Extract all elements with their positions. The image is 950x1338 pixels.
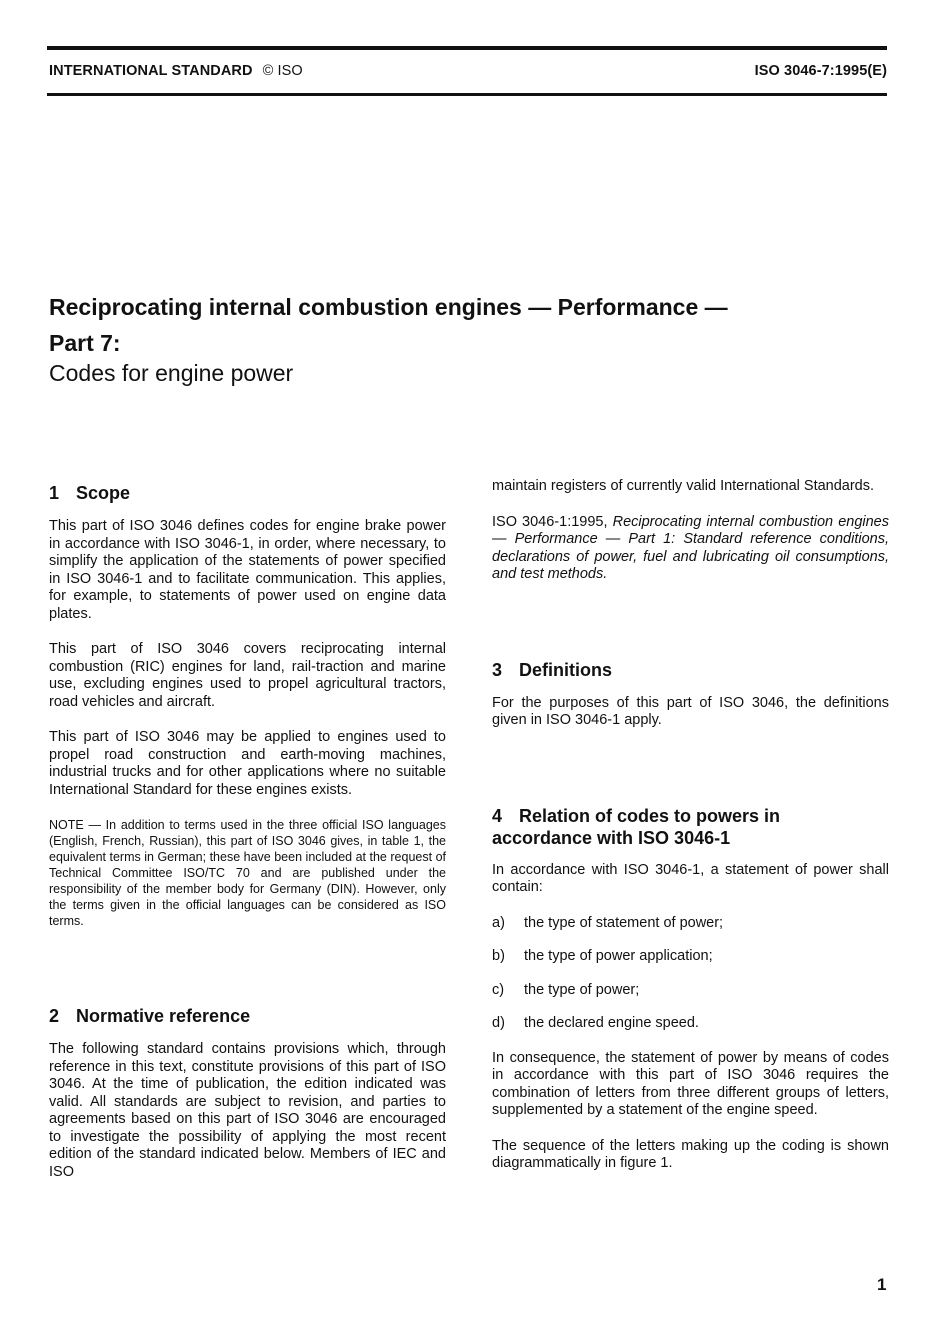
relation-paragraph-3: The sequence of the letters making up the coding is shown diagrammatically in figure 1. [492,1137,889,1171]
normative-reference-entry [492,514,889,584]
section-title: Relation of codes to powers in [519,805,781,826]
list-item-text: the type of power application; [524,948,713,964]
scope-paragraph-3: This part of ISO 3046 may be applied to engines used to propel road construction and earth-moving machines, industrial trucks and for other applications where no suitable International Standard for these engines exists. [49,729,446,798]
scope-paragraph-2: This part of ISO 3046 covers reciprocating internal combustion (RIC) engines for land, rail-traction and marine use, excluding engines used to propel agricultural tractors, road vehicles and aircraft. [49,641,446,710]
title-subtitle: Codes for engine power [49,360,294,386]
list-item-text: the type of statement of power; [524,914,724,931]
section-relation-heading [492,805,889,849]
header-copyright: © ISO [262,63,303,79]
header-bottom-rule [47,93,887,96]
section-title: Normative reference [76,1006,251,1026]
scope-note: NOTE — In addition to terms used in the three official ISO languages (English, French, Russian), this part of ISO 3046 gives, in table 1, the equivalent terms in German; these have been included at the request of Technical Committee ISO/TC 70 and are published under the responsibility of the member body for Germany (DIN). However, only the terms given in the official languages can be considered as ISO terms. [49,818,446,928]
list-item-label: b) [492,948,505,964]
reference-id: ISO 3046-1:1995, [492,513,608,530]
section-scope-heading [49,482,446,504]
normative-paragraph: The following standard contains provisions which, through reference in this text, constitute provisions of this part of ISO 3046. At the time of publication, the edition indicated was valid. All standards are subject to revision, and parties to agreements based on this part of ISO 3046 are encouraged to investigate the possibility of applying the most recent edition of the standard indicated below. Members of IEC and ISO [49,1041,446,1180]
header-label: INTERNATIONAL STANDARD [49,63,253,79]
section-definitions-heading [492,659,889,681]
document-title [49,292,889,388]
header-top-rule [47,46,887,50]
list-item-text: the type of power; [524,981,640,998]
title-part: Part 7: [49,330,121,356]
section-number: 2 [49,1006,60,1026]
list-item [492,948,889,966]
right-column [492,478,889,1173]
title-main: Reciprocating internal combustion engines — Performance — [49,294,728,320]
header-left [49,63,303,79]
list-item-text: the declared engine speed. [524,1015,699,1031]
left-column [49,478,446,1181]
relation-paragraph-2: In consequence, the statement of power by means of codes in accordance with this part of ISO 3046 requires the combination of letters from three different groups of letters, supplemented by a statement of the engine speed. [492,1049,889,1118]
list-item-label: d) [492,1015,505,1031]
section-title: Definitions [519,659,612,680]
normative-continuation: maintain registers of currently valid International Standards. [492,478,875,494]
list-item-label: c) [492,981,505,998]
list-item [492,982,889,1000]
list-item [492,915,889,933]
section-title-line-2: accordance with ISO 3046-1 [492,827,731,848]
header-reference: ISO 3046-7:1995(E) [754,63,887,79]
definitions-paragraph: For the purposes of this part of ISO 3046, the definitions given in ISO 3046-1 apply. [492,694,889,728]
scope-paragraph-1: This part of ISO 3046 defines codes for engine brake power in accordance with ISO 3046-1, in order, where necessary, to simplify the application of the statements of power specified in ISO 3046-1 and to facilitate communication. This applies, for example, to statements of power used on engine data plates. [49,518,446,622]
list-item-label: a) [492,914,505,931]
reference-title: Reciprocating internal combustion engines — Performance — Part 1: Standard reference conditions, declarations of power, fuel and lubricating oil consumptions, and test methods. [492,513,889,582]
section-number: 1 [49,483,60,503]
section-number: 4 [492,805,503,826]
list-item [492,1015,889,1033]
section-number: 3 [492,659,503,680]
section-normative-heading [49,1005,446,1027]
page-number: 1 [877,1275,887,1294]
relation-intro: In accordance with ISO 3046-1, a statement of power shall contain: [492,861,889,895]
section-title: Scope [76,483,131,503]
